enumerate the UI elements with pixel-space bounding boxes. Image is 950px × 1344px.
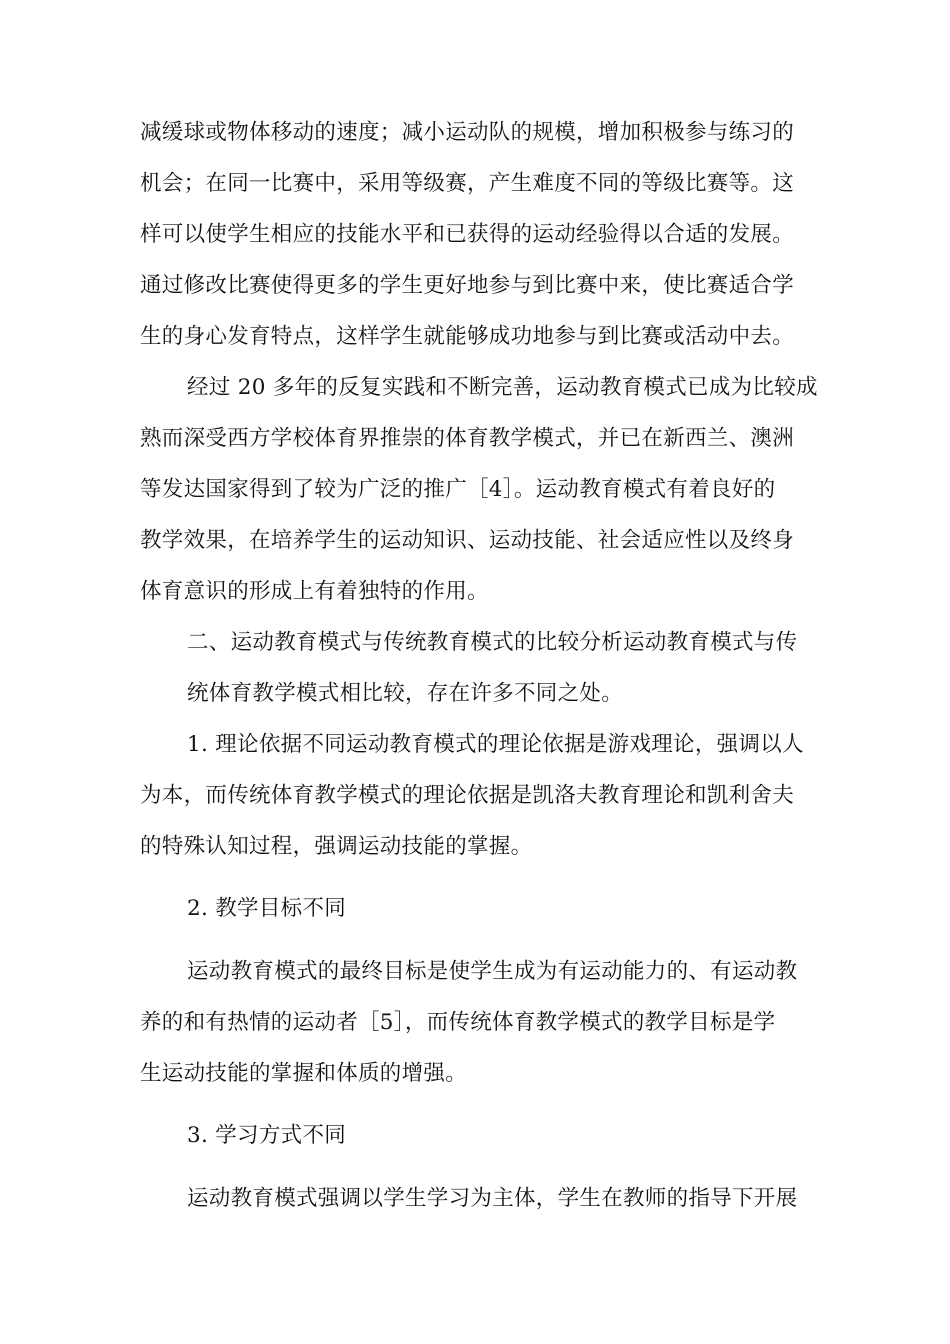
section-heading: 二、运动教育模式与传统教育模式的比较分析运动教育模式与传 bbox=[187, 630, 798, 655]
text-line: 熟而深受西方学校体育界推崇的体育教学模式，并已在新西兰、澳洲 bbox=[140, 426, 795, 451]
paragraph-start: 运动教育模式的最终目标是使学生成为有运动能力的、有运动教 bbox=[187, 959, 798, 984]
section-heading-continued: 统体育教学模式相比较，存在许多不同之处。 bbox=[187, 681, 624, 706]
paragraph-start: 运动教育模式强调以学生学习为主体，学生在教师的指导下开展 bbox=[187, 1186, 798, 1211]
numbered-item-1: 1. 理论依据不同运动教育模式的理论依据是游戏理论，强调以人 bbox=[187, 732, 804, 757]
text-line: 通过修改比赛使得更多的学生更好地参与到比赛中来，使比赛适合学 bbox=[140, 273, 795, 298]
text-line: 减缓球或物体移动的速度；减小运动队的规模，增加积极参与练习的 bbox=[140, 120, 795, 145]
text-line: 样可以使学生相应的技能水平和已获得的运动经验得以合适的发展。 bbox=[140, 222, 795, 247]
text-line: 的特殊认知过程，强调运动技能的掌握。 bbox=[140, 834, 533, 859]
text-line: 机会；在同一比赛中，采用等级赛，产生难度不同的等级比赛等。这 bbox=[140, 171, 795, 196]
paragraph-start: 经过 20 多年的反复实践和不断完善，运动教育模式已成为比较成 bbox=[187, 375, 818, 400]
text-line: 生的身心发育特点，这样学生就能够成功地参与到比赛或活动中去。 bbox=[140, 324, 795, 349]
text-line: 生运动技能的掌握和体质的增强。 bbox=[140, 1061, 468, 1086]
text-line: 养的和有热情的运动者［5］，而传统体育教学模式的教学目标是学 bbox=[140, 1010, 776, 1035]
numbered-item-3: 3. 学习方式不同 bbox=[187, 1123, 347, 1148]
text-line: 教学效果，在培养学生的运动知识、运动技能、社会适应性以及终身 bbox=[140, 528, 795, 553]
text-line: 等发达国家得到了较为广泛的推广［4］。运动教育模式有着良好的 bbox=[140, 477, 776, 502]
text-line: 为本，而传统体育教学模式的理论依据是凯洛夫教育理论和凯利舍夫 bbox=[140, 783, 795, 808]
text-line: 体育意识的形成上有着独特的作用。 bbox=[140, 579, 489, 604]
numbered-item-2: 2. 教学目标不同 bbox=[187, 896, 347, 921]
